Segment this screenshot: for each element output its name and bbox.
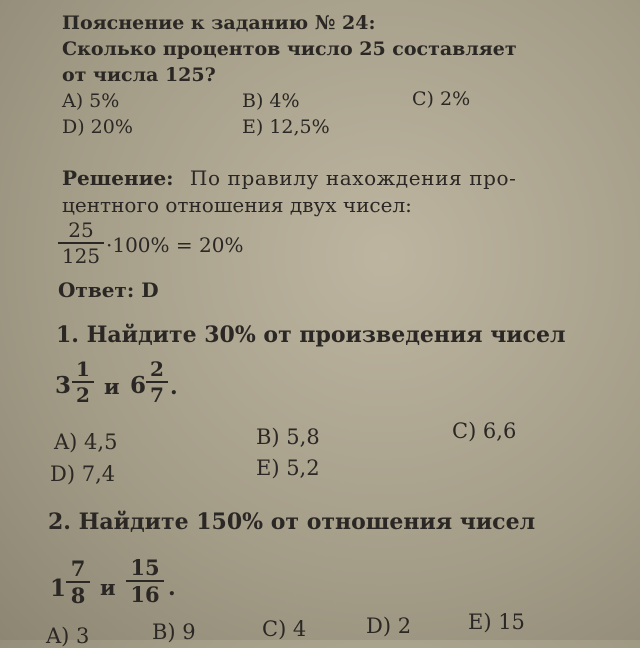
task2-mixed1-whole: 1 (50, 575, 67, 602)
task1-mixed2-numerator: 2 (150, 357, 164, 381)
task2-option-b: B) 9 (152, 620, 196, 644)
task2-denominator: 16 (130, 582, 160, 607)
answer-value: D (141, 278, 159, 302)
solution-text1: По правилу нахождения про- (189, 166, 517, 190)
task1-option-e: E) 5,2 (256, 456, 320, 480)
task1-mixed1-fraction (72, 359, 94, 405)
task2-conj: и (100, 575, 116, 600)
explanation-option-a: A) 5% (62, 90, 120, 112)
explanation-option-e: E) 12,5% (242, 116, 330, 138)
answer-line (58, 278, 159, 302)
task2-option-e: E) 15 (468, 610, 525, 634)
task1-mixed2-whole: 6 (130, 372, 147, 399)
formula-denominator: 125 (61, 244, 101, 268)
task1-end: . (170, 374, 178, 400)
formula-numerator: 25 (68, 218, 94, 242)
explanation-option-c: C) 2% (412, 88, 471, 110)
task2-title: 2. Найдите 150% от отношения чисел (48, 509, 536, 535)
explanation-question-line1: Сколько процентов число 25 составляет (62, 38, 517, 60)
answer-label: Ответ: (58, 278, 135, 302)
task2-end: . (168, 575, 176, 601)
task2-option-c: C) 4 (262, 617, 307, 641)
task1-title: 1. Найдите 30% от произведения чисел (56, 322, 566, 348)
task1-mixed1-numerator: 1 (76, 357, 90, 381)
task1-option-d: D) 7,4 (50, 462, 116, 486)
formula-rest: ·100% = 20% (106, 233, 244, 257)
solution-line1 (62, 166, 517, 190)
task2-fraction (126, 557, 164, 605)
task1-mixed1-denominator: 2 (76, 383, 90, 407)
explanation-option-d: D) 20% (62, 116, 133, 138)
formula-fraction (58, 220, 104, 266)
task1-option-c: C) 6,6 (452, 419, 517, 443)
task1-mixed1-whole: 3 (55, 372, 72, 399)
task2-option-d: D) 2 (366, 614, 412, 638)
task1-mixed2-denominator: 7 (150, 383, 164, 407)
task1-option-a: A) 4,5 (54, 430, 118, 454)
explanation-question-line2: от числа 125? (62, 64, 216, 86)
task2-mixed1-denominator: 8 (70, 583, 86, 608)
solution-text2: центного отношения двух чисел: (62, 193, 412, 217)
task2-numerator: 15 (130, 555, 160, 580)
task1-mixed2-fraction (146, 359, 168, 405)
explanation-option-b: B) 4% (242, 90, 300, 112)
task1-option-b: B) 5,8 (256, 425, 320, 449)
explanation-title: Пояснение к заданию № 24: (62, 12, 376, 34)
solution-label: Решение: (62, 166, 174, 190)
task2-option-a: A) 3 (46, 624, 90, 648)
task1-conj: и (104, 374, 120, 399)
task2-mixed1-fraction (66, 558, 90, 606)
task2-mixed1-numerator: 7 (70, 556, 86, 581)
